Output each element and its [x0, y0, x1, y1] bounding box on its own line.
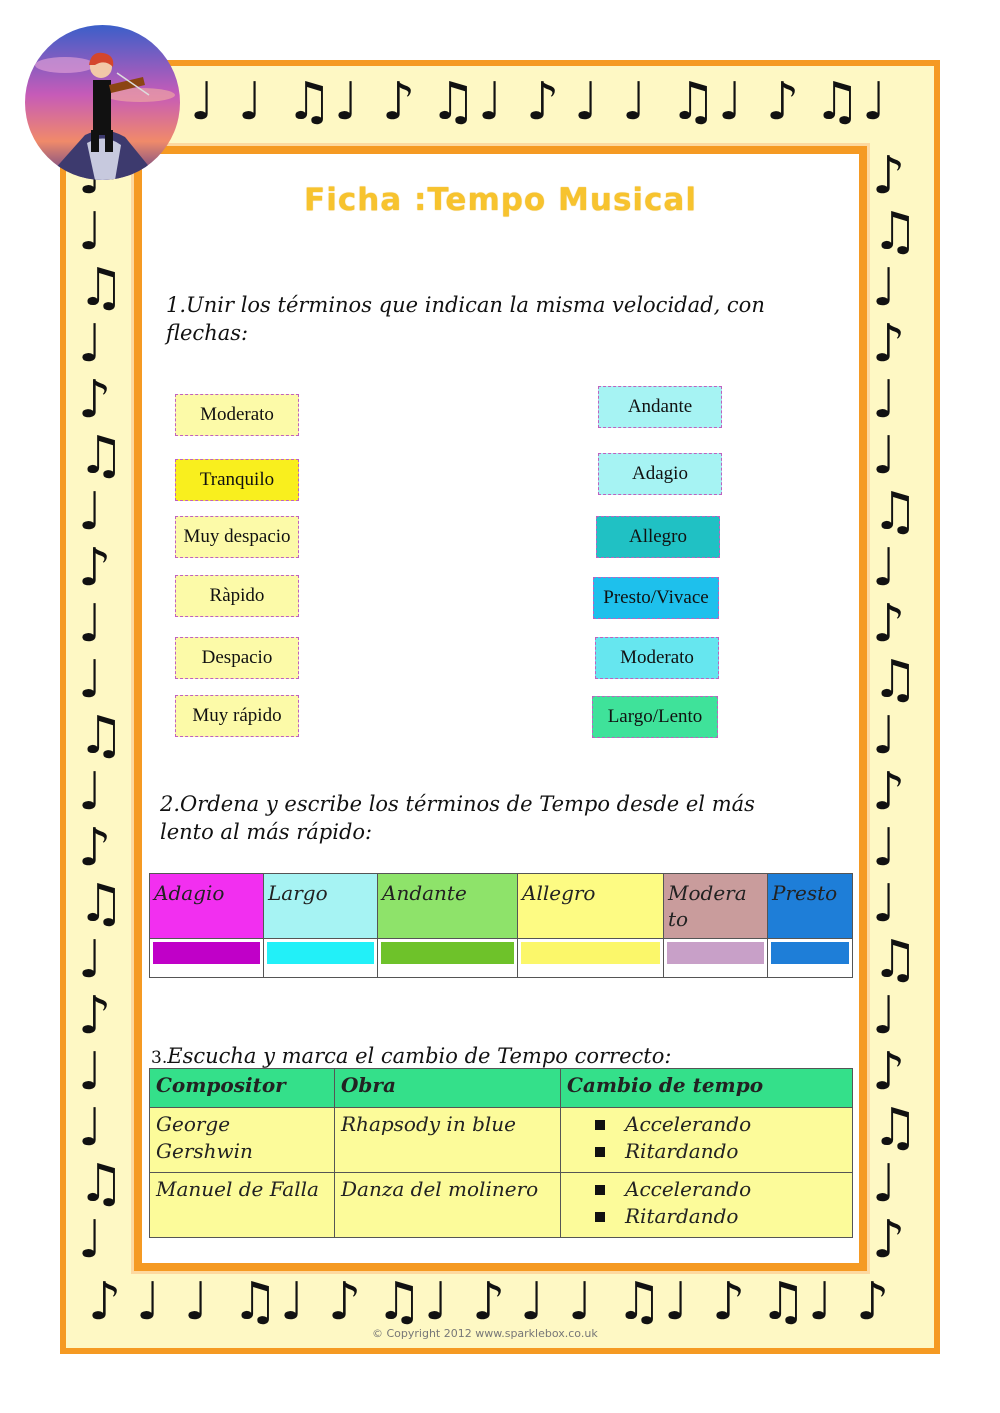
question-1-line-1: 1.Unir los términos que indican la misma velocidad, con: [166, 293, 765, 317]
right-term-box[interactable]: Moderato: [595, 637, 719, 679]
music-note-icon: ♩: [872, 1154, 897, 1214]
left-term-box[interactable]: Ràpido: [175, 575, 299, 617]
tempo-change-header: Cambio de tempo: [561, 1069, 853, 1108]
answer-slot[interactable]: [664, 939, 768, 978]
order-header-cell: Presto: [768, 874, 853, 939]
music-note-icon: ♫: [430, 72, 477, 132]
music-note-icon: ♫: [78, 706, 125, 766]
music-note-icon: ♫: [760, 1272, 807, 1332]
music-note-icon: ♩: [872, 706, 897, 766]
music-note-icon: ♩: [184, 1272, 209, 1332]
music-note-icon: ♪: [88, 1272, 122, 1332]
music-note-icon: ♩: [280, 1272, 305, 1332]
order-header-row: [150, 874, 853, 939]
music-note-icon: ♩: [78, 314, 103, 374]
music-note-icon: ♪: [872, 594, 906, 654]
left-term-box[interactable]: Tranquilo: [175, 459, 299, 501]
order-header-cell: Largo: [264, 874, 378, 939]
music-note-icon: ♩: [78, 650, 103, 710]
answer-slot[interactable]: [264, 939, 378, 978]
answer-slot[interactable]: [150, 939, 264, 978]
checkbox-square-icon[interactable]: [595, 1147, 605, 1157]
music-note-icon: ♪: [766, 72, 800, 132]
answer-slot[interactable]: [378, 939, 518, 978]
order-answer-row: [150, 939, 853, 978]
option-accelerando[interactable]: [567, 1176, 846, 1203]
tempo-change-table: [149, 1068, 853, 1238]
music-note-icon: ♩: [334, 72, 359, 132]
table-row: [150, 1173, 853, 1238]
tempo-order-table: [149, 873, 853, 978]
music-note-icon: ♫: [814, 72, 861, 132]
option-ritardando[interactable]: [567, 1138, 846, 1165]
right-term-box[interactable]: Presto/Vivace: [593, 577, 719, 619]
answer-slot[interactable]: [518, 939, 664, 978]
music-note-icon: ♫: [616, 1272, 663, 1332]
order-header-cell: Allegro: [518, 874, 664, 939]
copyright-text: © Copyright 2012 www.sparklebox.co.uk: [372, 1327, 598, 1340]
music-note-icon: ♩: [478, 72, 503, 132]
composer-header: Compositor: [150, 1069, 335, 1108]
music-note-icon: ♫: [78, 258, 125, 318]
music-note-icon: ♪: [472, 1272, 506, 1332]
composer-cell: George Gershwin: [150, 1108, 335, 1173]
right-term-box[interactable]: Andante: [598, 386, 722, 428]
checkbox-square-icon[interactable]: [595, 1120, 605, 1130]
music-note-icon: ♩: [872, 874, 897, 934]
music-note-icon: ♪: [872, 1042, 906, 1102]
music-note-icon: ♩: [872, 258, 897, 318]
music-note-icon: ♪: [328, 1272, 362, 1332]
music-note-icon: ♩: [190, 72, 215, 132]
work-cell: Rhapsody in blue: [335, 1108, 561, 1173]
music-note-icon: ♩: [78, 202, 103, 262]
music-note-icon: ♪: [872, 1210, 906, 1270]
option-ritardando[interactable]: [567, 1203, 846, 1230]
order-header-cell: Adagio: [150, 874, 264, 939]
music-note-icon: ♩: [862, 72, 887, 132]
question-3-number: 3.: [151, 1048, 168, 1068]
tempo-options-cell: [561, 1173, 853, 1238]
order-header-cell: Andante: [378, 874, 518, 939]
music-note-icon: ♫: [670, 72, 717, 132]
music-note-icon: ♩: [718, 72, 743, 132]
music-note-icon: ♪: [78, 370, 112, 430]
question-2-line-2: lento al más rápido:: [160, 820, 373, 844]
left-term-box[interactable]: Moderato: [175, 394, 299, 436]
option-label: Ritardando: [625, 1204, 739, 1228]
music-note-icon: ♫: [78, 874, 125, 934]
music-note-icon: ♩: [872, 538, 897, 598]
tempo-options-cell: [561, 1108, 853, 1173]
music-note-icon: ♩: [78, 1098, 103, 1158]
music-note-icon: ♩: [520, 1272, 545, 1332]
page-title: Ficha :Tempo Musical: [304, 182, 697, 218]
composer-cell: Manuel de Falla: [150, 1173, 335, 1238]
music-note-icon: ♩: [872, 426, 897, 486]
music-note-icon: ♩: [568, 1272, 593, 1332]
music-note-icon: ♫: [872, 930, 919, 990]
work-header: Obra: [335, 1069, 561, 1108]
left-term-box[interactable]: Muy despacio: [175, 516, 299, 558]
music-note-icon: ♩: [78, 930, 103, 990]
work-cell: Danza del molinero: [335, 1173, 561, 1238]
music-note-icon: ♫: [232, 1272, 279, 1332]
music-note-icon: ♫: [872, 482, 919, 542]
music-note-icon: ♩: [872, 986, 897, 1046]
music-note-icon: ♪: [872, 314, 906, 374]
music-note-icon: ♪: [78, 986, 112, 1046]
question-2-line-1: 2.Ordena y escribe los términos de Tempo desde el más: [160, 792, 755, 816]
table-row: [150, 1108, 853, 1173]
music-note-icon: ♩: [872, 370, 897, 430]
music-note-icon: ♩: [574, 72, 599, 132]
question-3-text: Escucha y marca el cambio de Tempo correcto:: [167, 1044, 672, 1068]
music-note-icon: ♩: [872, 818, 897, 878]
music-note-icon: ♪: [872, 146, 906, 206]
music-note-icon: ♩: [424, 1272, 449, 1332]
music-note-icon: ♫: [286, 72, 333, 132]
checkbox-square-icon[interactable]: [595, 1212, 605, 1222]
music-note-icon: ♫: [872, 650, 919, 710]
music-note-icon: ♩: [78, 594, 103, 654]
music-note-icon: ♩: [78, 1210, 103, 1270]
music-note-icon: ♩: [78, 762, 103, 822]
checkbox-square-icon[interactable]: [595, 1185, 605, 1195]
option-accelerando[interactable]: [567, 1111, 846, 1138]
right-term-box[interactable]: Allegro: [596, 516, 720, 558]
music-note-icon: ♫: [78, 1154, 125, 1214]
option-label: Accelerando: [625, 1112, 752, 1136]
music-note-icon: ♩: [622, 72, 647, 132]
violinist-avatar-icon: [25, 25, 180, 180]
tempo-header-row: [150, 1069, 853, 1108]
music-note-icon: ♫: [376, 1272, 423, 1332]
music-note-icon: ♩: [78, 1042, 103, 1102]
music-note-icon: ♫: [872, 1098, 919, 1158]
music-note-icon: ♪: [78, 538, 112, 598]
music-note-icon: ♩: [808, 1272, 833, 1332]
left-term-box[interactable]: Muy rápido: [175, 695, 299, 737]
music-note-icon: ♪: [856, 1272, 890, 1332]
music-note-icon: ♩: [238, 72, 263, 132]
music-note-icon: ♪: [78, 818, 112, 878]
answer-slot[interactable]: [768, 939, 853, 978]
music-note-icon: ♪: [872, 762, 906, 822]
left-term-box[interactable]: Despacio: [175, 637, 299, 679]
right-term-box[interactable]: Largo/Lento: [592, 696, 718, 738]
music-note-icon: ♫: [78, 426, 125, 486]
option-label: Ritardando: [625, 1139, 739, 1163]
music-note-icon: ♫: [872, 202, 919, 262]
music-note-icon: ♪: [526, 72, 560, 132]
question-1-line-2: flechas:: [166, 321, 249, 345]
music-note-icon: ♪: [382, 72, 416, 132]
option-label: Accelerando: [625, 1177, 752, 1201]
music-note-icon: ♩: [664, 1272, 689, 1332]
order-header-cell: Modera to: [664, 874, 768, 939]
music-note-icon: ♩: [136, 1272, 161, 1332]
right-term-box[interactable]: Adagio: [598, 453, 722, 495]
music-note-icon: ♪: [712, 1272, 746, 1332]
music-note-icon: ♩: [78, 482, 103, 542]
